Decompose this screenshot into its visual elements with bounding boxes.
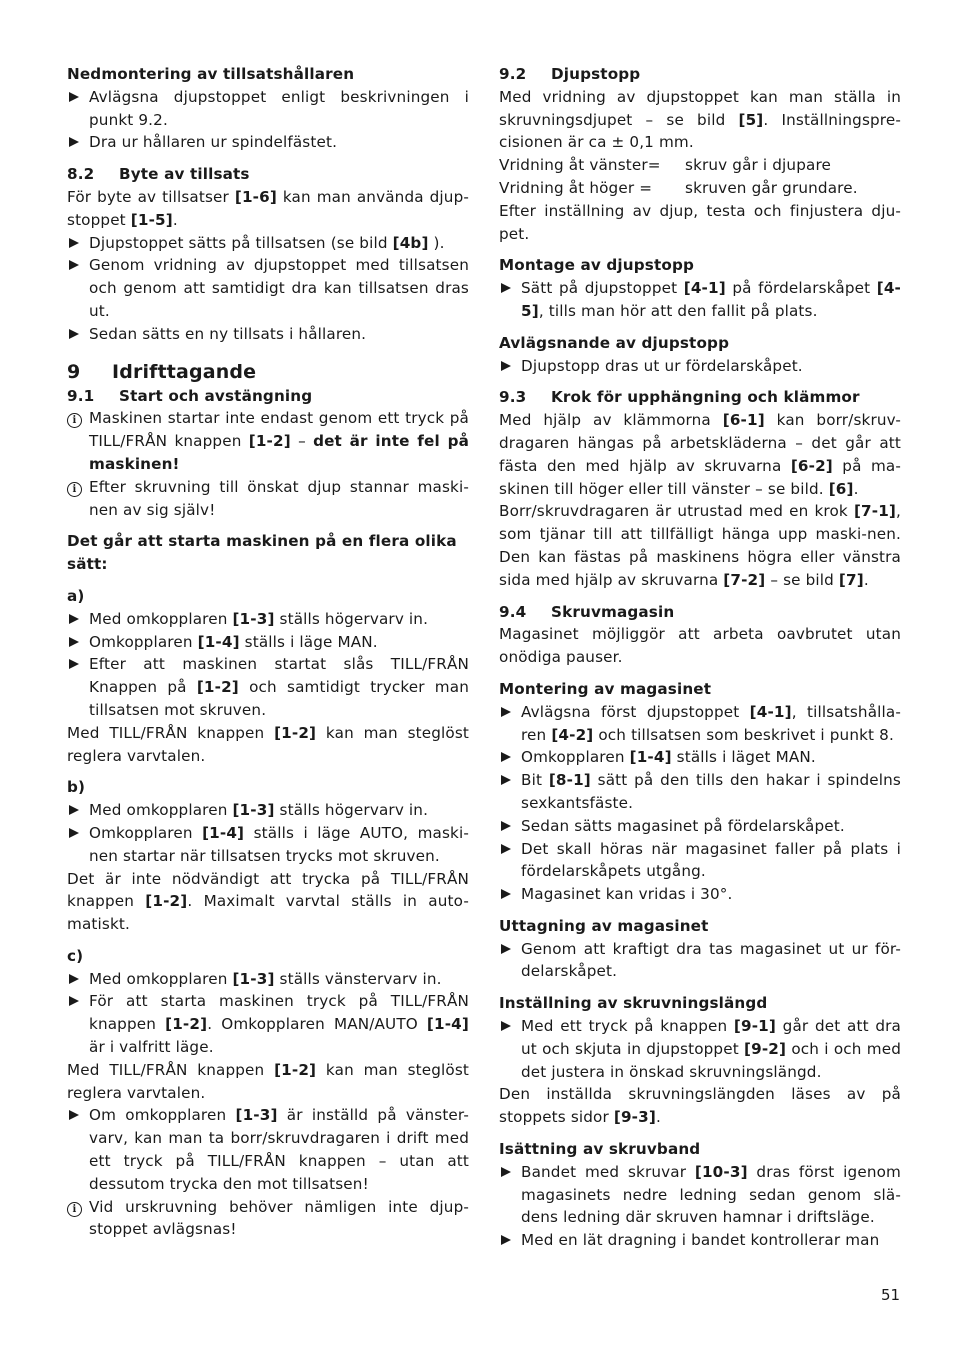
spacer [499,1129,901,1138]
item-text: Djupstopp dras ut ur fördelarskåpet. [521,356,803,375]
setting-label: Vridning åt vänster= [499,156,661,175]
spacer [67,936,469,945]
section-heading: Isättning av skruvband [499,1140,701,1159]
subsection-heading [67,385,469,408]
item-text: Sedan sätts en ny tillsats i hållaren. [89,324,367,343]
bullet-item [67,822,469,868]
heading-text: Skruvmagasin [551,602,675,621]
item-text: Djupstoppet sätts på tillsatsen (se bild [4b] ). [89,233,445,252]
bullet-item [499,838,901,884]
heading-number: 9.1 [67,386,95,405]
triangle-bullet-icon [67,323,87,346]
heading-number: 8.2 [67,165,95,184]
setting-row [499,154,901,177]
bullet-item [499,701,901,747]
setting-value: skruv går i djupare [685,156,831,175]
item-text: För att starta maskinen tryck på TILL/FRÅN knappen [1-2]. Omkopplaren MAN/AUTO [1-4] är i valfritt läge. [89,992,469,1057]
left-column [67,63,469,1241]
triangle-bullet-icon [67,799,87,822]
subsection-heading [499,63,901,86]
bullet-item [499,769,901,815]
item-text: Efter skruvning till önskat djup stannar maski-nen av sig själv! [89,477,469,519]
info-icon: i [67,407,87,430]
bullet-item [67,131,469,154]
spacer [499,377,901,386]
spacer [67,576,469,585]
info-icon: i [67,1196,87,1219]
item-text: Sätt på djupstoppet [4-1] på fördelarskåpet [4-5], tills man hör att den fallit på plats. [521,279,901,320]
paragraph: Med TILL/FRÅN knappen [1-2] kan man steglöst reglera varvtalen. [67,723,469,765]
item-text: Genom vridning av djupstoppet med tillsatsen och genom att samtidigt dra kan tillsatsen dras ut. [89,256,469,320]
triangle-bullet-icon [67,254,87,277]
bullet-item [499,1161,901,1229]
section-heading: Avlägsnande av djupstopp [499,333,730,352]
item-text: Avlägsna först djupstoppet [4-1], tillsatshålla-ren [4-2] och tillsatsen som beskrivet i punkt 8. [521,702,901,744]
right-column [499,63,901,1252]
info-note [67,476,469,522]
triangle-bullet-icon [67,990,87,1013]
spacer [499,592,901,601]
bullet-item [67,968,469,991]
section-heading: Nedmontering av tillsatshållaren [67,65,355,83]
bullet-item [67,653,469,721]
item-text: Om omkopplaren [1-3] är inställd på vänster-varv, kan man ta borr/skruvdragaren i drift med ett tryck på TILL/FRÅN knappen – utan att dessutom trycka den mot tillsatsen! [89,1106,469,1193]
triangle-bullet-icon [499,838,519,861]
bullet-item [499,1229,901,1252]
subsection-heading [499,386,901,409]
paragraph: Med vridning av djupstoppet kan man ställa in skruvningsdjupet – se bild [5]. Inställningspre-cisionen är ca ± 0,1 mm. [499,87,901,152]
spacer [499,983,901,992]
item-text: Efter att maskinen startat slås TILL/FRÅN Knappen på [1-2] och samtidigt trycker man tillsatsen mot skruven. [89,655,469,719]
triangle-bullet-icon [499,815,519,838]
bullet-item [67,323,469,346]
section-heading: Inställning av skruvningslängd [499,994,768,1013]
paragraph: Magasinet möjliggör att arbeta oavbrutet utan onödiga pauser. [499,625,901,667]
triangle-bullet-icon [499,355,519,378]
triangle-bullet-icon [67,608,87,631]
info-note [67,1196,469,1242]
setting-label: Vridning åt höger = [499,178,653,197]
subsection-heading [67,163,469,186]
triangle-bullet-icon [499,769,519,792]
heading-text: Byte av tillsats [119,165,250,184]
bullet-item [499,938,901,984]
bullet-item [499,355,901,378]
paragraph: Efter inställning av djup, testa och finjustera dju-pet. [499,201,901,243]
section-heading: Det går att starta maskinen på en flera olika sätt: [67,532,457,574]
bullet-item [499,277,901,323]
item-text: Med omkopplaren [1-3] ställs högervarv in. [89,801,429,820]
triangle-bullet-icon [499,938,519,961]
heading-number: 9.2 [499,65,527,83]
item-text: Med omkopplaren [1-3] ställs högervarv in. [89,609,429,628]
triangle-bullet-icon [499,883,519,906]
triangle-bullet-icon [67,86,87,109]
paragraph: Med hjälp av klämmorna [6-1] kan borr/skruv-dragaren hängas på arbetskläderna – det går att fästa den med hjälp av skruvarna [6-2] på ma-skinen till höger eller till vänster – se bild. [6]. [499,411,901,498]
spacer [67,346,469,355]
section-heading: Montering av magasinet [499,679,712,698]
triangle-bullet-icon [499,1229,519,1252]
section-heading: Montage av djupstopp [499,256,695,275]
spacer [499,323,901,332]
heading-number: 9.3 [499,388,527,407]
bullet-item [499,746,901,769]
bullet-item [67,1104,469,1195]
triangle-bullet-icon [67,131,87,154]
heading-number: 9 [67,360,81,383]
item-text: Bit [8-1] sätt på den tills den hakar i spindelns sexkantsfäste. [521,771,901,812]
item-text: Dra ur hållaren ur spindelfästet. [89,133,338,152]
heading-text: Idrifttagande [112,360,257,383]
section-heading: Uttagning av magasinet [499,916,709,935]
section-heading: a) [67,586,85,605]
item-text: Genom att kraftigt dra tas magasinet ut ur för-delarskåpet. [521,939,901,981]
section-heading: b) [67,778,86,797]
item-text: Bandet med skruvar [10-3] dras först igenom magasinets nedre ledning sedan genom slä-dens ledning där skruven hamnar i driftsläge. [521,1162,901,1227]
spacer [67,154,469,163]
item-text: Maskinen startar inte endast genom ett tryck på TILL/FRÅN knappen [1-2] – det är inte fel på maskinen! [89,409,469,473]
item-text: Omkopplaren [1-4] ställs i läge AUTO, maski-nen startar när tillsatsen trycks mot skruven. [89,823,469,865]
triangle-bullet-icon [67,822,87,845]
triangle-bullet-icon [67,968,87,991]
section-heading: c) [67,946,84,965]
triangle-bullet-icon [67,1104,87,1127]
setting-row [499,177,901,200]
paragraph: Med TILL/FRÅN knappen [1-2] kan man steglöst reglera varvtalen. [67,1060,469,1102]
triangle-bullet-icon [499,1161,519,1184]
triangle-bullet-icon [67,653,87,676]
info-note [67,407,469,475]
item-text: Det skall höras när magasinet faller på plats i fördelarskåpets utgång. [521,839,901,881]
setting-value: skruven går grundare. [685,178,858,197]
bullet-item [499,883,901,906]
paragraph: Det är inte nödvändigt att trycka på TILL/FRÅN knappen [1-2]. Maximalt varvtal ställs in auto-matiskt. [67,869,469,934]
item-text: Sedan sätts magasinet på fördelarskåpet. [521,816,845,835]
info-icon: i [67,476,87,499]
spacer [499,906,901,915]
bullet-item [67,799,469,822]
bullet-item [67,254,469,322]
bullet-item [67,608,469,631]
paragraph: Borr/skruvdragaren är utrustad med en krok [7-1], som tjänar till att tillfälligt hänga upp maski-nen. Den kan fästas på maskinens högra eller vänstra sida med hjälp av skruvarna [7-2] – se bild [7]. [499,502,901,589]
item-text: Avlägsna djupstoppet enligt beskrivningen i punkt 9.2. [89,87,469,129]
paragraph: För byte av tillsatser [1-6] kan man använda djup-stoppet [1-5]. [67,187,469,229]
heading-text: Krok för upphängning och klämmor [551,388,860,407]
page-number: 51 [881,1286,901,1304]
triangle-bullet-icon [499,746,519,769]
item-text: Vid urskruvning behöver nämligen inte djup-stoppet avlägsnas! [89,1197,469,1239]
item-text: Magasinet kan vridas i 30°. [521,885,733,904]
triangle-bullet-icon [499,701,519,724]
bullet-item [67,990,469,1058]
item-text: Omkopplaren [1-4] ställs i läge MAN. [89,632,378,651]
bullet-item [499,1015,901,1083]
bullet-item [67,232,469,255]
subsection-heading [499,601,901,624]
item-text: Med en lät dragning i bandet kontrollerar man [521,1231,880,1250]
item-text: Med omkopplaren [1-3] ställs vänstervarv in. [89,969,442,988]
triangle-bullet-icon [499,1015,519,1038]
triangle-bullet-icon [499,277,519,300]
item-text: Med ett tryck på knappen [9-1] går det att dra ut och skjuta in djupstoppet [9-2] och i och med det justera in önskad skruvningslängd. [521,1017,901,1081]
paragraph: Den inställda skruvningslängden läses av på stoppets sidor [9-3]. [499,1085,901,1127]
spacer [67,767,469,776]
chapter-heading [67,359,469,385]
spacer [499,669,901,678]
heading-number: 9.4 [499,602,527,621]
spacer [499,245,901,254]
spacer [67,521,469,530]
bullet-item [67,86,469,132]
bullet-item [499,815,901,838]
bullet-item [67,631,469,654]
heading-text: Djupstopp [551,65,641,83]
item-text: Omkopplaren [1-4] ställs i läget MAN. [521,748,816,767]
triangle-bullet-icon [67,631,87,654]
triangle-bullet-icon [67,232,87,255]
heading-text: Start och avstängning [119,386,313,405]
